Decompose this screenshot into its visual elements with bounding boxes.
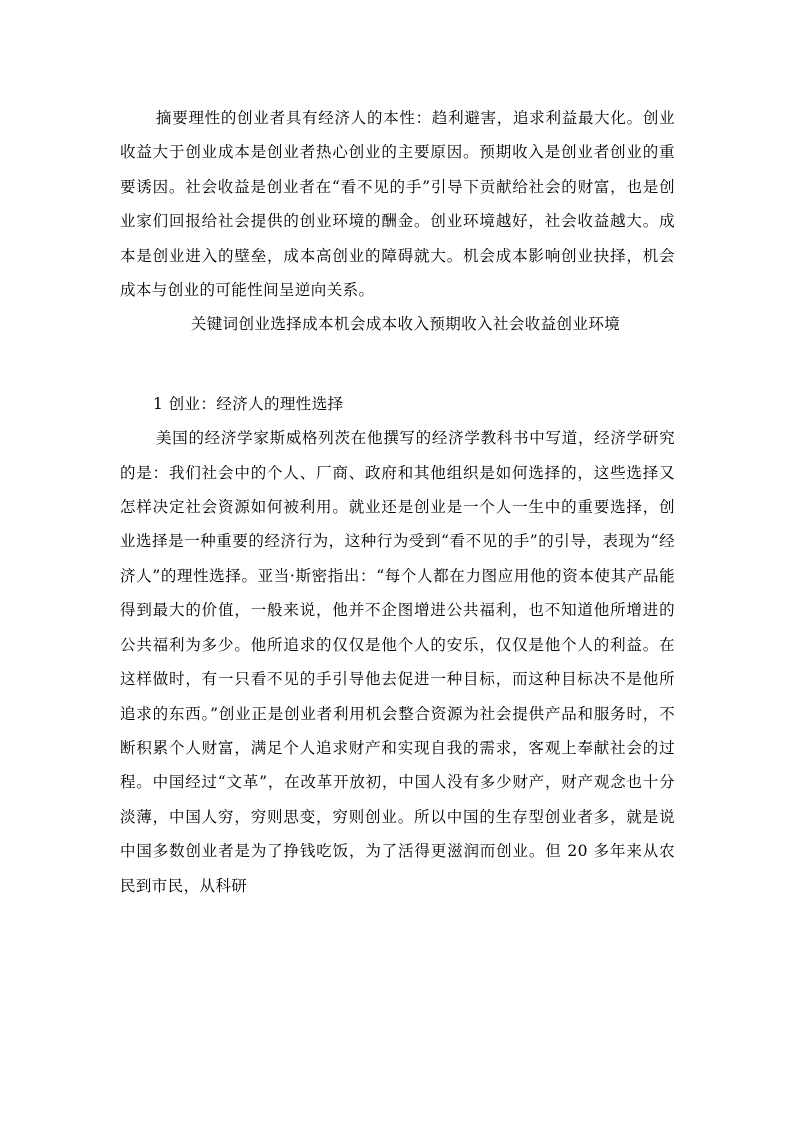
keywords-line: 关键词创业选择成本机会成本收入预期收入社会收益创业环境 — [190, 315, 621, 334]
section-heading: 1 创业：经济人的理性选择 — [153, 394, 344, 413]
document-page — [120, 101, 675, 903]
abstract-paragraph: 摘要理性的创业者具有经济人的本性：趋利避害，追求利益最大化。创业收益大于创业成本是创业者热心创业的主要原因。预期收入是创业者创业的重要诱因。社会收益是创业者在“看不见的手”引导下贡献给社会的财富，也是创业家们回报给社会提供的创业环境的酬金。创业环境越好，社会收益越大。成本是创业进入的壁垒，成本高创业的障碍就大。机会成本影响创业抉择，机会成本与创业的可能性间呈逆向关系。 — [120, 109, 675, 300]
section-spacer — [120, 342, 675, 387]
section-body-paragraph: 美国的经济学家斯威格列茨在他撰写的经济学教科书中写道，经济学研究的是：我们社会中的个人、厂商、政府和其他组织是如何选择的，这些选择又怎样决定社会资源如何被利用。就业还是创业是一个人一生中的重要选择，创业选择是一种重要的经济行为，这种行为受到“看不见的手”的引导，表现为“经济人”的理性选择。亚当·斯密指出：“每个人都在力图应用他的资本使其产品能得到最大的价值，一般来说，他并不企图增进公共福利，也不知道他所增进的公共福利为多少。他所追求的仅仅是他个人的安乐，仅仅是他个人的利益。在这样做时，有一只看不见的手引导他去促进一种目标，而这种目标决不是他所追求的东西。”创业正是创业者利用机会整合资源为社会提供产品和服务时，不断积累个人财富，满足个人追求财产和实现自我的需求，客观上奉献社会的过程。中国经过“文革”，在改革开放初，中国人没有多少财产，财产观念也十分淡薄，中国人穷，穷则思变，穷则创业。所以中国的生存型创业者多，就是说中国多数创业者是为了挣钱吃饭，为了活得更滋润而创业。但 20 多年来从农民到市民，从科研 — [120, 429, 675, 895]
